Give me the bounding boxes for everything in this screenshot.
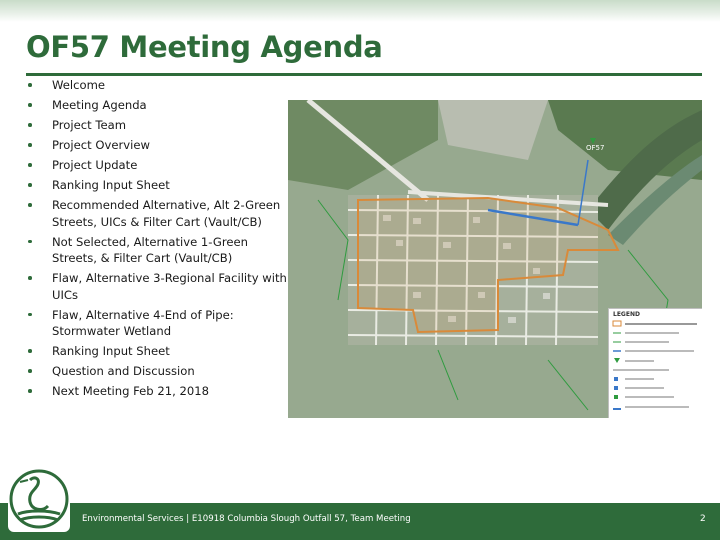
agenda-item: Next Meeting Feb 21, 2018 <box>28 383 292 400</box>
bullet-icon <box>28 203 32 207</box>
agenda-item: Flaw, Alternative 3-Regional Facility with UICs <box>28 270 292 303</box>
bullet-icon <box>28 369 32 373</box>
agenda-item: Flaw, Alternative 4-End of Pipe: Stormwater Wetland <box>28 307 292 340</box>
environmental-services-logo <box>8 466 70 532</box>
footer-text: Environmental Services | E10918 Columbia Slough Outfall 57, Team Meeting <box>82 514 411 524</box>
page-number: 2 <box>700 514 706 524</box>
bullet-icon <box>28 83 32 87</box>
map-legend <box>608 308 702 418</box>
agenda-list <box>28 77 292 403</box>
title-underline <box>26 73 702 76</box>
legend-symbols <box>609 319 702 418</box>
agenda-item: Project Team <box>28 117 292 134</box>
bullet-icon <box>28 103 32 107</box>
heron-icon <box>8 466 70 532</box>
bullet-icon <box>28 313 32 317</box>
bullet-icon <box>28 123 32 127</box>
bullet-icon <box>28 143 32 147</box>
agenda-item: Not Selected, Alternative 1-Green Streets, & Filter Cart (Vault/CB) <box>28 234 292 267</box>
agenda-item: Welcome <box>28 77 292 94</box>
outfall-label: OF57 <box>586 144 605 152</box>
agenda-item: Meeting Agenda <box>28 97 292 114</box>
agenda-item: Ranking Input Sheet <box>28 343 292 360</box>
bullet-icon <box>28 240 32 244</box>
agenda-item: Recommended Alternative, Alt 2-Green Streets, UICs & Filter Cart (Vault/CB) <box>28 197 292 230</box>
project-area-map <box>288 100 702 418</box>
agenda-item: Project Overview <box>28 137 292 154</box>
bullet-icon <box>28 183 32 187</box>
bullet-icon <box>28 389 32 393</box>
bullet-icon <box>28 276 32 280</box>
agenda-item: Project Update <box>28 157 292 174</box>
agenda-item: Question and Discussion <box>28 363 292 380</box>
bullet-icon <box>28 163 32 167</box>
slide-title: OF57 Meeting Agenda <box>26 30 383 64</box>
legend-title: LEGEND <box>613 311 640 318</box>
agenda-item: Ranking Input Sheet <box>28 177 292 194</box>
bullet-icon <box>28 349 32 353</box>
top-gradient-bar <box>0 0 720 22</box>
